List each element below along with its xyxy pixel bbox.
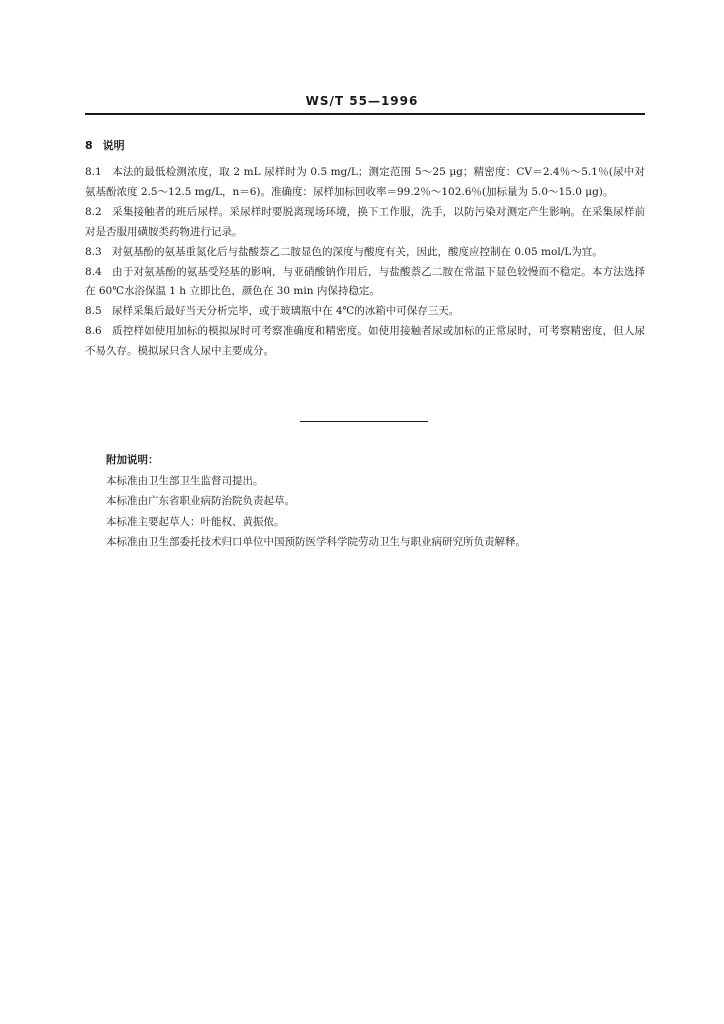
separator-rule	[300, 421, 428, 422]
paragraph-8-4	[85, 263, 645, 303]
paragraph-8-2	[85, 203, 645, 243]
section-heading	[85, 137, 125, 153]
paragraph-number: 8.2	[85, 205, 102, 218]
paragraph-text: 对氨基酚的氨基重氮化后与盐酸萘乙二胺显色的深度与酸度有关，因此，酸度应控制在 0.05 mol/L为宜。	[112, 245, 603, 258]
paragraph-8-5	[85, 302, 645, 322]
paragraph-text: 本法的最低检测浓度，取 2 mL 尿样时为 0.5 mg/L；测定范围 5～25 μg；精密度：CV＝2.4％～5.1％(尿中对氨基酚浓度 2.5～12.5 mg/L，n＝6)。准确度：尿样加标回收率＝99.2％～102.6％(加标量为 5.0～15.0 μg)。	[85, 166, 645, 198]
paragraph-number: 8.1	[85, 166, 102, 178]
additional-notes	[106, 450, 646, 553]
paragraph-number: 8.4	[85, 265, 102, 278]
notes-line: 本标准由广东省职业病防治院负责起草。	[106, 495, 295, 507]
standard-code-header: WS/T 55—1996	[305, 94, 419, 108]
paragraph-text: 采集接触者的班后尿样。采尿样时要脱离现场环境，换下工作服，洗手，以防污染对测定产生影响。在采集尿样前对是否服用磺胺类药物进行记录。	[85, 205, 645, 238]
section-number: 8	[85, 139, 93, 152]
paragraph-8-3	[85, 243, 645, 263]
section-body	[85, 163, 645, 362]
notes-line: 本标准由卫生部委托技术归口单位中国预防医学科学院劳动卫生与职业病研究所负责解释。	[106, 536, 526, 548]
paragraph-8-6	[85, 322, 645, 362]
paragraph-8-1	[85, 163, 645, 203]
notes-line: 本标准由卫生部卫生监督司提出。	[106, 474, 264, 487]
notes-line: 本标准主要起草人：叶能权、黄振侬。	[106, 515, 285, 528]
paragraph-number: 8.6	[85, 325, 102, 338]
paragraph-text: 由于对氨基酚的氨基受羟基的影响，与亚硝酸钠作用后，与盐酸萘乙二胺在常温下显色较慢而不稳定。本方法选择在 60℃水浴保温 1 h 立即比色，颜色在 30 min 内保持稳定。	[85, 265, 645, 298]
paragraph-number: 8.3	[85, 245, 102, 258]
notes-title: 附加说明：	[106, 454, 159, 466]
paragraph-text: 质控样如使用加标的模拟尿时可考察准确度和精密度。如使用接触者尿或加标的正常尿时，可考察精密度，但人尿不易久存。模拟尿只含人尿中主要成分。	[85, 325, 645, 358]
header-rule	[85, 113, 645, 115]
section-title: 说明	[102, 139, 125, 152]
paragraph-number: 8.5	[85, 305, 102, 318]
paragraph-text: 尿样采集后最好当天分析完毕，或于玻璃瓶中在 4℃的冰箱中可保存三天。	[112, 305, 460, 318]
